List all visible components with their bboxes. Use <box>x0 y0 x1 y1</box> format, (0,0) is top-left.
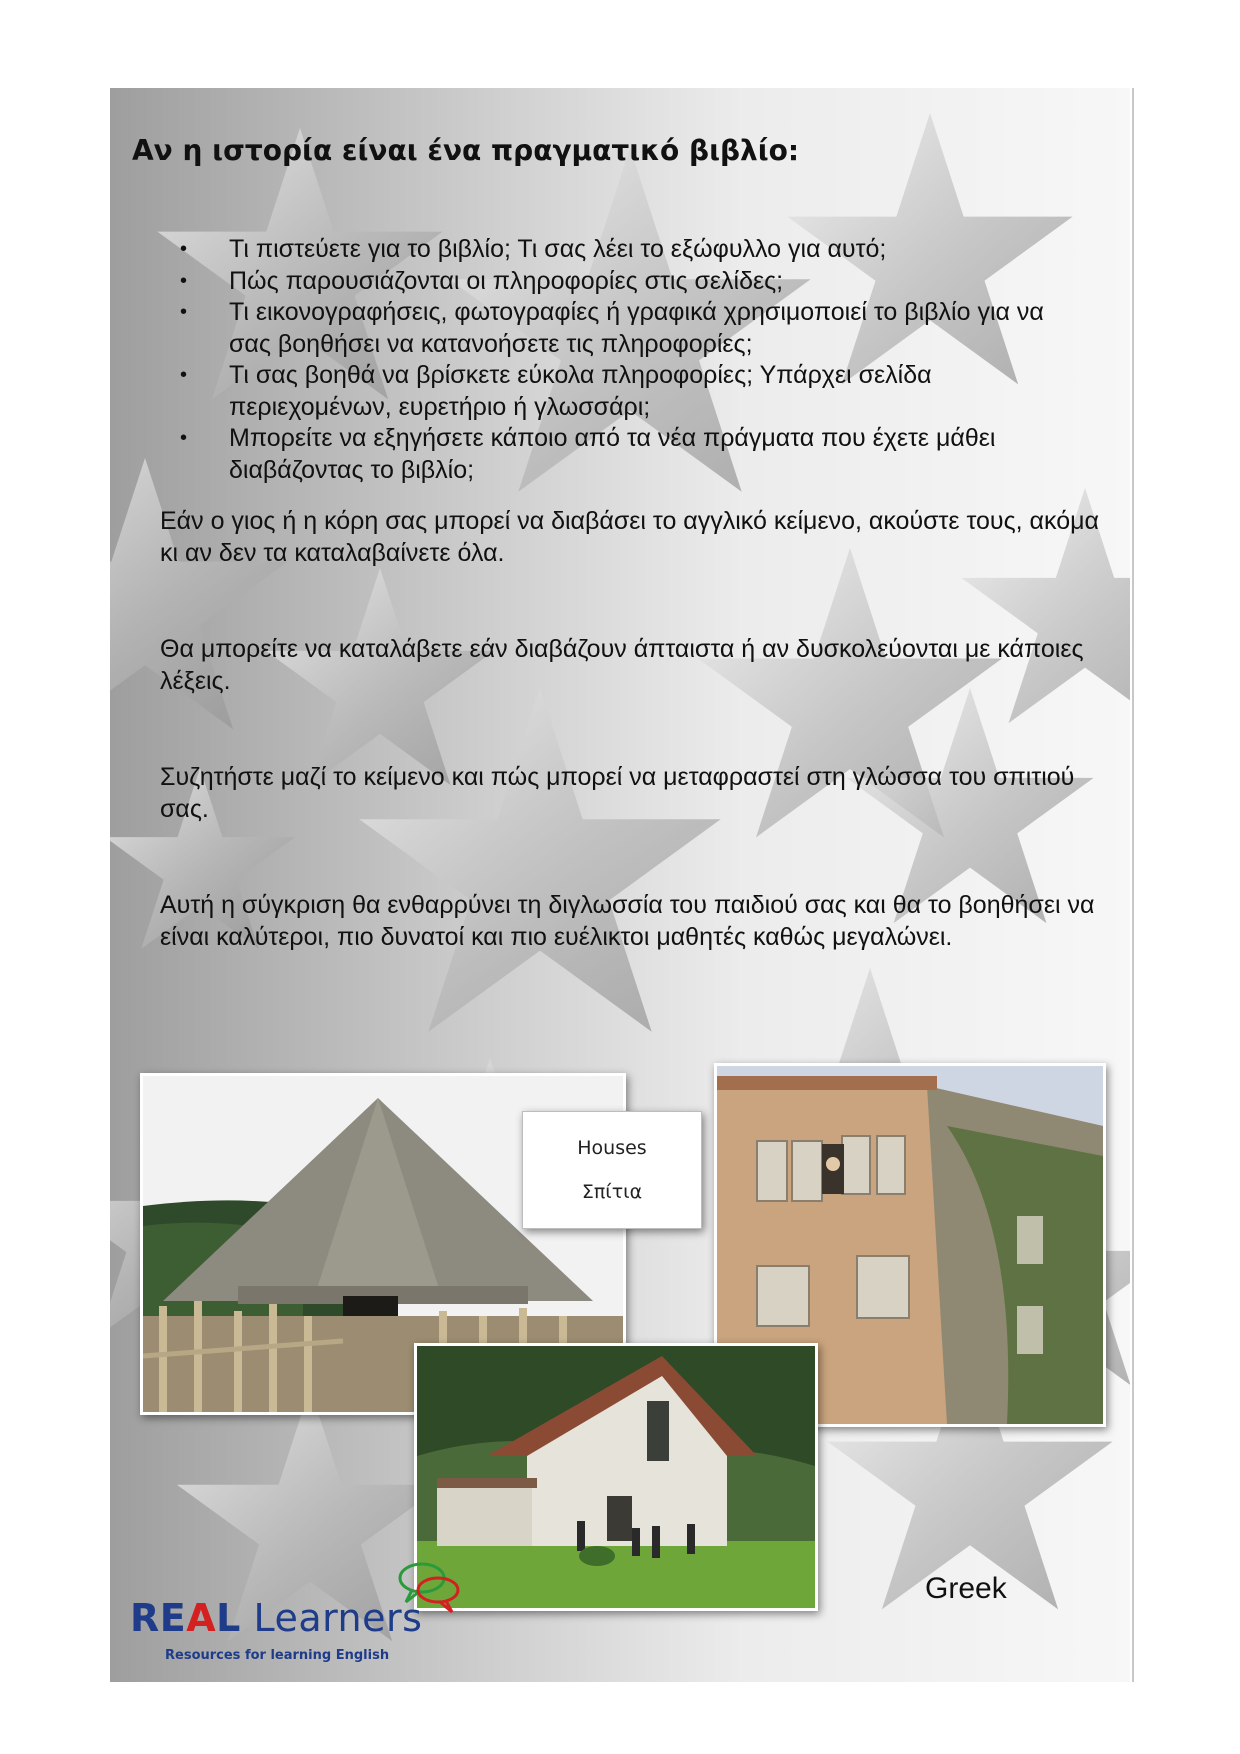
paragraph-fluency: Θα μπορείτε να καταλάβετε εάν διαβάζουν άπταιστα ή αν δυσκολεύονται με κάποιες λέξεις. <box>160 635 1084 695</box>
logo-tagline: Resources for learning English <box>165 1648 390 1663</box>
paragraph-bilingual: Αυτή η σύγκριση θα ενθαρρύνει τη διγλωσσία του παιδιού σας και θα το βοηθήσει να είναι καλύτεροι, πιο δυνατοί και πιο ευέλικτοι μαθητές καθώς μεγαλώνει. <box>160 891 1095 951</box>
caption-english: Houses <box>577 1137 647 1159</box>
list-item: • Τι πιστεύετε για το βιβλίο; Τι σας λέει το εξώφυλλο για αυτό; <box>132 234 1082 266</box>
paragraph-listen: Εάν ο γιος ή η κόρη σας μπορεί να διαβάσει το αγγλικό κείμενο, ακούστε τους, ακόμα κι αν δεν τα καταλαβαίνετε όλα. <box>160 507 1099 567</box>
page-heading: Αν η ιστορία είναι ένα πραγματικό βιβλίο: <box>132 134 800 167</box>
list-item: • Πώς παρουσιάζονται οι πληροφορίες στις σελίδες; <box>132 266 1082 298</box>
page-panel <box>110 88 1130 1682</box>
caption-box <box>522 1111 702 1229</box>
logo-wordmark: REAL Learners <box>130 1596 423 1640</box>
question-list <box>132 234 1082 486</box>
page-edge-line <box>1132 88 1134 1682</box>
list-item: • Τι εικονογραφήσεις, φωτογραφίες ή γραφικά χρησιμοποιεί το βιβλίο για να σας βοηθήσει να κατανοήσετε τις πληροφορίες; <box>132 297 1082 360</box>
paragraph-discuss: Συζητήστε μαζί το κείμενο και πώς μπορεί να μεταφραστεί στη γλώσσα του σπιτιού σας. <box>160 763 1075 823</box>
list-item: • Μπορείτε να εξηγήσετε κάποιο από τα νέα πράγματα που έχετε μάθει διαβάζοντας το βιβλίο; <box>132 423 1082 486</box>
language-label: Greek <box>925 1572 1007 1605</box>
speech-bubbles-icon <box>390 1556 470 1616</box>
caption-greek: Σπίτια <box>581 1181 643 1203</box>
real-learners-logo <box>120 1556 480 1666</box>
list-item: • Τι σας βοηθά να βρίσκετε εύκολα πληροφορίες; Υπάρχει σελίδα περιεχομένων, ευρετήριο ή γλωσσάρι; <box>132 360 1082 423</box>
